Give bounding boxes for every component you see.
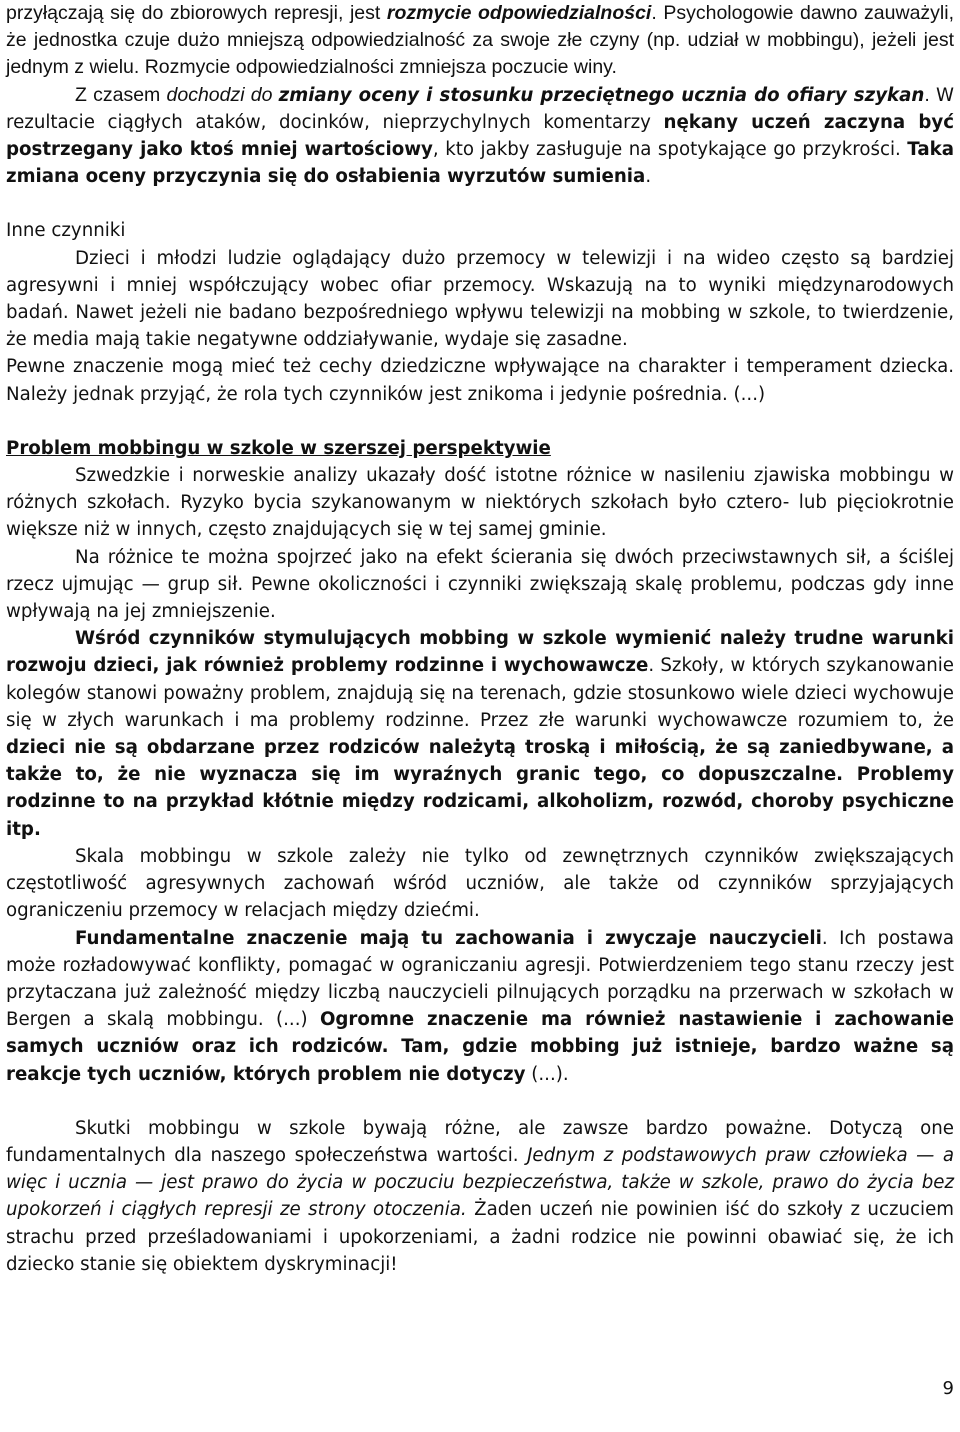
text-run: W rezultacie ciągłych ataków, docinków, nieprzychylnych komentarzy	[6, 84, 954, 133]
text-run: Taka zmiana oceny przyczynia się do osłabienia wyrzutów sumienia	[6, 139, 954, 188]
section-heading: Problem mobbingu w szkole w szerszej perspektywie	[6, 437, 551, 459]
paragraph-heredity: Pewne znaczenie mogą mieć też cechy dziedziczne wpływające na charakter i temperament dziecka. Należy jednak przyjąć, że rola tych czynników jest znikoma i jedynie pośrednia. (...)	[6, 356, 954, 405]
text-run: Ogromne znaczenie ma również nastawienie i zachowanie samych uczniów oraz ich rodziców. Tam, gdzie mobbing już istnieje, bardzo ważne są reakcje tych uczniów, których problem nie dotyczy	[6, 1009, 954, 1085]
text-run: zmiany oceny i stosunku przeciętnego ucznia do ofiary szykan	[278, 84, 925, 106]
text-run: Wśród czynników stymulujących mobbing w szkole wymienić należy trudne warunki rozwoju dzieci, jak również problemy rodzinne i wychowawcze	[6, 628, 954, 677]
text-run: Z czasem	[75, 83, 167, 106]
paragraph-stimulating-factors	[6, 625, 954, 843]
text-run: przyłączają się do zbiorowych represji, jest	[6, 2, 387, 24]
text-run: Skutki mobbingu w szkole bywają różne, ale zawsze bardzo poważne. Dotyczą one fundamentalnych dla naszego społeczeństwa wartości.	[6, 1117, 954, 1166]
page-number: 9	[942, 1378, 954, 1399]
paragraph-opposing-forces: Na różnice te można spojrzeć jako na efekt ścierania się dwóch przeciwstawnych sił, a ściślej rzecz ujmując — grup sił. Pewne okoliczności i czynniki zwiększają skalę problemu, podczas gdy inne wpływają na jej zmniejszenie.	[6, 546, 954, 623]
paragraph-teachers-role	[6, 925, 954, 1088]
text-run: dochodzi do	[166, 83, 279, 106]
paragraph-scale-of-mobbing: Skala mobbingu w szkole zależy nie tylko od zewnętrznych czynników zwiększających częstotliwość agresywnych zachowań wśród uczniów, ale także od czynników sprzyjających ograniczeniu przemocy w relacjach między dziećmi.	[6, 845, 954, 922]
text-run: .	[924, 83, 936, 106]
text-run: Fundamentalne znaczenie mają tu zachowania i zwyczaje nauczycieli	[75, 927, 822, 949]
paragraph-victim-assessment	[6, 82, 954, 191]
paragraph-consequences	[6, 1115, 954, 1278]
text-run: rozmycie odpowiedzialności	[386, 2, 652, 24]
text-run: . Szkoły, w których szykanowanie kolegów stanowi poważny problem, znajdują się na terenach, gdzie stosunkowo wiele dzieci wychowuje się w złych warunkach i ma problemy rodzinne. Przez złe warunki wychowawcze rozumiem to, że	[6, 655, 954, 731]
text-run: Żaden uczeń nie powinien iść do szkoły z uczuciem strachu przed prześladowaniami i upokorzeniami, a żadni rodzice nie powinni obawiać się, że ich dziecko stanie się obiektem dyskryminacji!	[6, 1199, 954, 1275]
text-run: . Ich postawa może rozładowywać konflikty, pomagać w ograniczaniu agresji. Potwierdzeniem tego stanu rzeczy jest przytaczana już zależność między liczbą nauczycieli pilnujących porządku na przerwach w szkołach w Bergen a skalą mobbingu. (...)	[6, 927, 954, 1031]
text-run: .	[645, 166, 652, 188]
text-run: dzieci nie są obdarzane przez rodziców należytą troską i miłością, że są zaniedbywane, a także to, że nie wyznacza się im wyraźnych granic tego, co dopuszczalne. Problemy rodzinne to na przykład kłótnie między rodzicami, alkoholizm, rozwód, choroby psychiczne itp.	[6, 737, 954, 840]
text-run: . Psychologowie dawno zauważyli, że jednostka czuje dużo mniejszą odpowiedzialność za swoje złe czyny (np. udział w mobbingu), jeżeli jest jednym z wielu. Rozmycie odpowiedzialności zmniejsza poczucie winy.	[6, 2, 955, 79]
paragraph-diffusion-of-responsibility	[6, 0, 954, 82]
text-run: , kto jakby zasługuje na spotykające go przykrości.	[432, 139, 908, 161]
paragraph-other-factors-label: Inne czynniki	[6, 220, 126, 242]
paragraph-media-violence: Dzieci i młodzi ludzie oglądający dużo przemocy w telewizji i na wideo często są bardziej agresywni i mniej współczujący wobec ofiar przemocy. Wskazują na to wyniki międzynarodowych badań. Nawet jeżeli nie badano bezpośredniego wpływu telewizji na mobbing w szkole, to twierdzenie, że media mają takie negatywne oddziaływanie, wydaje się zasadne.	[6, 247, 954, 351]
text-run: nękany uczeń zaczyna być postrzegany jako ktoś mniej wartościowy	[6, 111, 954, 161]
document-page	[6, 0, 954, 1278]
text-run: Jednym z podstawowych praw człowieka — a więc i ucznia — jest prawo do życia w poczuciu bezpieczeństwa, także w szkole, prawo do życia bez upokorzeń i ciągłych represji ze strony otoczenia.	[6, 1144, 954, 1221]
paragraph-school-differences: Szwedzkie i norweskie analizy ukazały dość istotne różnice w nasileniu zjawiska mobbingu w różnych szkołach. Ryzyko bycia szykanowanym w niektórych szkołach było cztero- lub pięciokrotnie większe niż w innych, często znajdujących się w tej samej gminie.	[6, 465, 954, 541]
text-run: (...).	[525, 1063, 569, 1085]
